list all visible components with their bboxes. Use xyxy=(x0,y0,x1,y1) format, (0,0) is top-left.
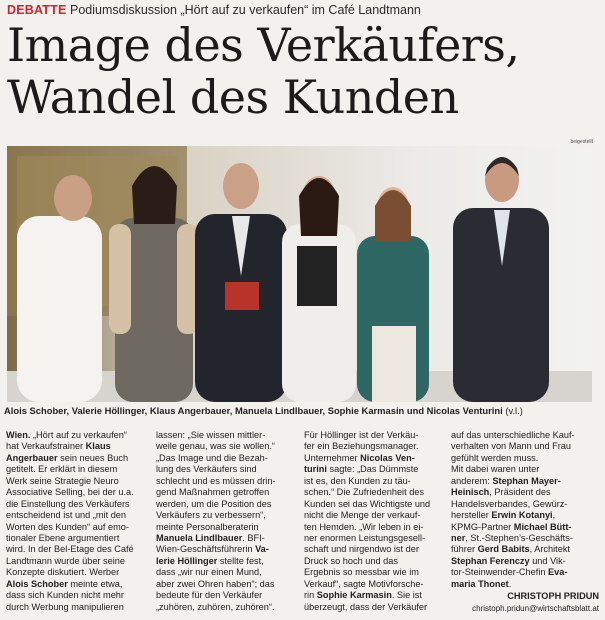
body-line xyxy=(6,602,150,613)
body-text: schlecht und es müssen drin- xyxy=(156,475,276,486)
body-text: Mit dabei waren unter xyxy=(451,464,540,475)
body-line xyxy=(451,476,599,487)
body-line xyxy=(156,567,300,578)
author-email: christoph.pridun@wirtschaftsblatt.at xyxy=(472,603,599,613)
body-text: Landtmann wurde über seine xyxy=(6,555,126,566)
name-highlight: Erwin Kotanyi xyxy=(491,510,553,521)
body-line xyxy=(156,544,300,555)
body-line xyxy=(156,487,300,498)
body-text: Handelsverbandes, Gewürz- xyxy=(451,498,568,509)
body-text: Verkauf“, sagte Motivforsche- xyxy=(304,578,424,589)
body-text: gend Maßnahmen getroffen xyxy=(156,487,270,498)
body-line xyxy=(451,487,599,498)
body-line xyxy=(156,579,300,590)
body-line xyxy=(156,590,300,601)
body-line xyxy=(6,544,150,555)
body-text: Für Höllinger ist der Verkäu- xyxy=(304,430,419,440)
body-text: entscheidend ist und „mit den xyxy=(6,510,127,521)
body-text: tor-Steinwender-Chefin xyxy=(451,567,549,578)
body-line xyxy=(6,453,150,464)
headline-line-1: Image des Verkäufers, xyxy=(7,18,520,72)
body-line xyxy=(451,510,599,521)
body-line xyxy=(6,476,150,487)
name-highlight: Alois Schober xyxy=(6,578,68,589)
name-highlight: Heinisch xyxy=(451,487,490,498)
body-line xyxy=(6,579,150,590)
body-text: sein neues Buch xyxy=(57,452,129,463)
name-highlight: turini xyxy=(304,464,327,475)
name-highlight: Va- xyxy=(255,544,269,555)
body-text: führer xyxy=(451,544,478,555)
body-text: nicht die Menge der verkauf- xyxy=(304,510,421,521)
body-text: Druck so hoch und das xyxy=(304,555,398,566)
body-line xyxy=(304,544,448,555)
article-kicker xyxy=(7,3,599,18)
name-highlight: maria Thonet xyxy=(451,578,509,589)
column-4 xyxy=(451,430,599,614)
body-line xyxy=(6,430,150,441)
body-line xyxy=(304,579,448,590)
body-line xyxy=(156,453,300,464)
kicker-text: Podiumsdiskussion „Hört auf zu verkaufen“ im Café Landtmann xyxy=(69,3,421,17)
body-text: überzeugt, dass der Verkäufer xyxy=(304,601,428,612)
body-line xyxy=(451,522,599,533)
body-text: , St.-Stephen’s-Geschäfts- xyxy=(465,532,573,543)
body-line xyxy=(451,464,599,475)
body-line xyxy=(304,567,448,578)
name-highlight: Angerbauer xyxy=(6,452,58,463)
column-1 xyxy=(6,430,150,613)
body-text: sagte: „Das Dümmste xyxy=(326,464,419,475)
body-line xyxy=(304,499,448,510)
body-text: getitelt. Er erklärt in diesem xyxy=(6,464,118,475)
body-line xyxy=(304,510,448,521)
body-line xyxy=(156,533,300,544)
body-line xyxy=(156,510,300,521)
body-line xyxy=(156,499,300,510)
body-line xyxy=(156,556,300,567)
body-text: auf das unterschiedliche Kauf- xyxy=(451,430,575,440)
body-line xyxy=(156,464,300,475)
body-text: Unternehmer xyxy=(304,452,361,463)
body-line xyxy=(6,567,150,578)
body-text: hat Verkaufstrainer xyxy=(6,441,86,452)
name-highlight: Klaus xyxy=(85,441,111,452)
body-text: ist es, den Kunden zu täu- xyxy=(304,475,411,486)
body-text: , Architekt xyxy=(529,544,570,555)
name-highlight: Wien. xyxy=(6,430,33,440)
body-line xyxy=(304,590,448,601)
column-3 xyxy=(304,430,448,613)
body-text: meinte etwa, xyxy=(67,578,123,589)
body-line xyxy=(6,441,150,452)
body-text: . xyxy=(508,578,512,589)
body-line xyxy=(156,522,300,533)
body-text: meinte Personalberaterin xyxy=(156,521,259,532)
body-line xyxy=(451,544,599,555)
body-text: , xyxy=(552,510,556,521)
body-text: wird. In der Bel-Etage des Café xyxy=(6,544,134,555)
body-text: . Sie ist xyxy=(391,590,422,601)
body-line xyxy=(304,464,448,475)
body-text: schaft und nirgendwo ist der xyxy=(304,544,419,555)
body-text: bedeute für den Verkäufer xyxy=(156,590,263,601)
body-text: gefühlt werden muss. xyxy=(451,452,539,463)
body-text: ner enormen Leistungsgesell- xyxy=(304,532,426,543)
body-text: Associative Selling, bei der u.a. xyxy=(6,487,134,498)
body-text: Worten des Kunden“ auf emo- xyxy=(6,521,129,532)
body-text: . BFI- xyxy=(242,532,265,543)
body-line xyxy=(6,556,150,567)
name-highlight: ner xyxy=(451,532,466,543)
body-text: dass sich Kunden nicht mehr xyxy=(6,590,124,601)
body-line xyxy=(304,602,448,613)
name-highlight: lerie Höllinger xyxy=(156,555,218,566)
body-line xyxy=(156,430,300,441)
body-line xyxy=(304,522,448,533)
body-line xyxy=(451,567,599,578)
body-line xyxy=(156,441,300,452)
body-text: fer ein Beziehungsmanager. xyxy=(304,441,419,452)
body-line xyxy=(6,487,150,498)
body-line xyxy=(6,464,150,475)
column-2 xyxy=(156,430,300,613)
body-line xyxy=(304,556,448,567)
name-highlight: Michael Bütt- xyxy=(513,521,572,532)
body-line xyxy=(451,533,599,544)
body-text: lung des Verkäufers sind xyxy=(156,464,257,475)
caption-names: Alois Schober, Valerie Höllinger, Klaus Angerbauer, Manuela Lindlbauer, Sophie Karmasin und Nicolas Venturini xyxy=(4,405,503,416)
body-text: KPMG-Partner xyxy=(451,521,514,532)
body-line xyxy=(451,556,599,567)
body-line xyxy=(304,487,448,498)
body-line xyxy=(304,453,448,464)
body-text: Konzepte diskutiert. Werber xyxy=(6,567,120,578)
body-line xyxy=(304,533,448,544)
name-highlight: Manuela Lindlbauer xyxy=(156,532,243,543)
body-text: weile genau, was sie wollen.“ xyxy=(156,441,275,452)
body-text: Kunden sei das Wichtigste und xyxy=(304,498,431,509)
name-highlight: Eva- xyxy=(548,567,568,578)
body-line xyxy=(451,499,599,510)
body-line xyxy=(304,430,448,441)
body-line xyxy=(6,522,150,533)
body-line xyxy=(6,533,150,544)
body-text: die Einstellung des Verkäufers xyxy=(6,498,130,509)
body-text: Verkäufers zu verbessern“, xyxy=(156,510,266,521)
body-text: hersteller xyxy=(451,510,492,521)
body-line xyxy=(451,441,599,452)
body-text: und Vik- xyxy=(529,555,566,566)
body-text: stellte fest, xyxy=(217,555,264,566)
section-label: DEBATTE xyxy=(7,3,67,17)
group-photo-illustration xyxy=(7,146,592,402)
headline-line-2: Wandel des Kunden xyxy=(7,70,459,124)
body-text: schen.“ Die Zufriedenheit des xyxy=(304,487,425,498)
body-line xyxy=(6,510,150,521)
headline xyxy=(7,19,599,123)
name-highlight: Sophie Karmasin xyxy=(316,590,392,601)
body-text: „zuhören, zuhören, zuhören“. xyxy=(156,601,275,612)
body-line xyxy=(304,441,448,452)
article-body xyxy=(6,430,600,618)
body-text: lassen: „Sie wissen mittler- xyxy=(156,430,266,440)
body-line xyxy=(304,476,448,487)
caption-order: (v.l.) xyxy=(502,405,523,416)
column-4-lines xyxy=(451,430,599,590)
body-text: Ergebnis so messbar wie im xyxy=(304,567,419,578)
body-text: aber zwei Ohren haben“; das xyxy=(156,578,275,589)
body-line xyxy=(451,579,599,590)
body-line xyxy=(156,602,300,613)
name-highlight: Nicolas Ven- xyxy=(360,452,415,463)
name-highlight: Stephan Ferenczy xyxy=(451,555,530,566)
body-text: anderem: xyxy=(451,475,493,486)
body-text: , Präsident des xyxy=(489,487,551,498)
body-text: werden, um die Position des xyxy=(156,498,272,509)
body-text: verhalten von Mann und Frau xyxy=(451,441,572,452)
body-text: tionaler Ebene argumentiert xyxy=(6,532,120,543)
photo-credit: beigestellt xyxy=(570,139,593,145)
body-text: dass „wir nur einen Mund, xyxy=(156,567,262,578)
body-line xyxy=(6,590,150,601)
photo-caption xyxy=(4,405,601,417)
body-text: „Hört auf zu verkaufen“ xyxy=(32,430,127,440)
body-text: durch Werbung manipulieren xyxy=(6,601,124,612)
body-text: ten Hemden. „Wir leben in ei- xyxy=(304,521,424,532)
body-text: Wien-Geschäftsführerin xyxy=(156,544,256,555)
group-photo xyxy=(7,146,592,402)
body-line xyxy=(451,430,599,441)
body-text: Werk seine Strategie Neuro xyxy=(6,475,119,486)
body-line xyxy=(6,499,150,510)
body-line xyxy=(451,453,599,464)
name-highlight: Stephan Mayer- xyxy=(492,475,561,486)
body-text: rin xyxy=(304,590,317,601)
body-text: „Das Image und die Bezah- xyxy=(156,452,268,463)
name-highlight: Gerd Babits xyxy=(477,544,530,555)
body-line xyxy=(156,476,300,487)
author-name: CHRISTOPH PRIDUN xyxy=(507,591,599,602)
